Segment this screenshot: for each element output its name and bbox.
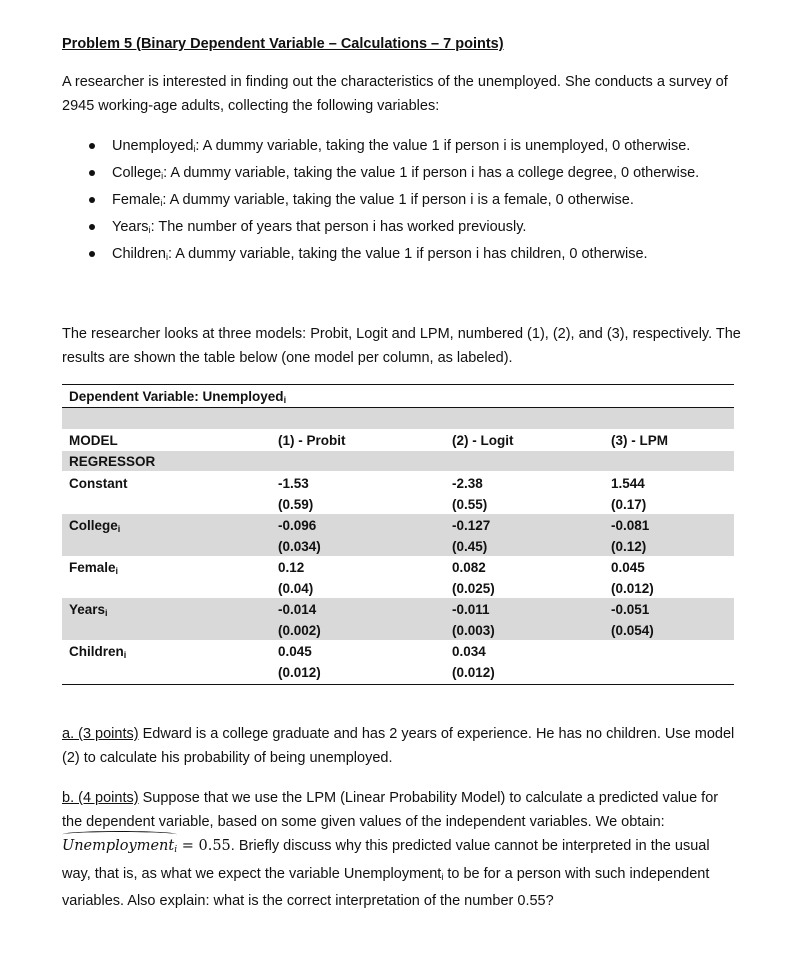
part-b: b. (4 points) Suppose that we use the LPM (Linear Probability Model) to calculate a predicted value for the dependent variable, based on some given values of the independent variables. We obtain: Unemployment$_i$ = 0.55. Briefly discuss why this predicted value cannot be interpreted in the usual way, that is, as what we expect the variable Unemployment$_i$ to be for a person with such independent variables. Also explain: what is the correct interpretation of the number 0.55? [62,790,719,909]
hat-accent [62,831,177,838]
row-label-years: Years$_i$ [69,602,108,618]
dependent-variable-label: Dependent Variable: Unemployed$_i$ [69,389,287,405]
coef-probit-years: -0.014 [278,602,317,617]
part-b-label: b. (4 points) [62,790,139,806]
part-a: a. (3 points) Edward is a college graduate and has 2 years of experience. He has no children. Use model (2) to calculate his probability of being unemployed. [62,726,735,766]
se-logit-children: (0.012) [452,665,495,680]
list-item: Unemployed$_i$: A dummy variable, taking the value 1 if person i is unemployed, 0 otherwise. [88,134,728,161]
se-probit-years: (0.002) [278,623,321,638]
list-item: Years$_i$: The number of years that person i has worked previously. [88,215,728,242]
bullet-icon [89,197,95,203]
table-band [62,451,734,471]
part-a-label: a. (3 points) [62,726,139,742]
coef-lpm-female: 0.045 [611,560,645,575]
list-item: College$_i$: A dummy variable, taking the value 1 if person i has a college degree, 0 otherwise. [88,161,728,188]
coef-logit-female: 0.082 [452,560,486,575]
row-label-female: Female$_i$ [69,560,119,576]
coef-probit-college: -0.096 [278,518,317,533]
coef-probit-female: 0.12 [278,560,305,575]
se-probit-college: (0.034) [278,539,321,554]
coef-logit-college: -0.127 [452,518,491,533]
coef-probit-children: 0.045 [278,644,312,659]
coef-logit-children: 0.034 [452,644,486,659]
se-lpm-years: (0.054) [611,623,654,638]
coef-logit-years: -0.011 [452,602,490,617]
regressor-header: REGRESSOR [69,454,156,469]
bullet-icon [89,170,95,176]
intro-paragraph: A researcher is interested in finding out the characteristics of the unemployed. She conducts a survey of 2945 working-age adults, collecting the following variables: [62,74,728,114]
column-header-logit: (2) - Logit [452,433,514,448]
list-item: Female$_i$: A dummy variable, taking the value 1 if person i is a female, 0 otherwise. [88,188,728,215]
se-probit-children: (0.012) [278,665,321,680]
se-probit-constant: (0.59) [278,497,314,512]
model-header: MODEL [69,433,118,448]
se-logit-female: (0.025) [452,581,495,596]
se-lpm-constant: (0.17) [611,497,647,512]
bullet-icon [89,251,95,257]
se-lpm-college: (0.12) [611,539,647,554]
se-lpm-female: (0.012) [611,581,654,596]
se-probit-female: (0.04) [278,581,314,596]
table-rule [62,384,734,385]
se-logit-years: (0.003) [452,623,495,638]
se-logit-college: (0.45) [452,539,488,554]
column-header-lpm: (3) - LPM [611,433,668,448]
coef-probit-constant: -1.53 [278,476,309,491]
table-rule [62,684,734,685]
coef-logit-constant: -2.38 [452,476,483,491]
coef-lpm-years: -0.051 [611,602,650,617]
se-logit-constant: (0.55) [452,497,488,512]
row-label-college: College$_i$ [69,518,121,534]
column-header-probit: (1) - Probit [278,433,346,448]
results-table [62,384,734,685]
coef-lpm-college: -0.081 [611,518,650,533]
row-label-constant: Constant [69,476,128,491]
variable-list [88,134,728,269]
row-label-children: Children$_i$ [69,644,127,660]
bullet-icon [89,143,95,149]
bullet-icon [89,224,95,230]
problem-title: Problem 5 (Binary Dependent Variable – Calculations – 7 points) [62,36,504,52]
list-item: Children$_i$: A dummy variable, taking the value 1 if person i has children, 0 otherwise. [88,242,728,269]
predicted-unemployment-expression: Unemployment$_i$ [62,834,177,862]
coef-lpm-constant: 1.544 [611,476,645,491]
models-paragraph: The researcher looks at three models: Probit, Logit and LPM, numbered (1), (2), and (3), respectively. The results are shown the table below (one model per column, as labeled). [62,326,741,366]
